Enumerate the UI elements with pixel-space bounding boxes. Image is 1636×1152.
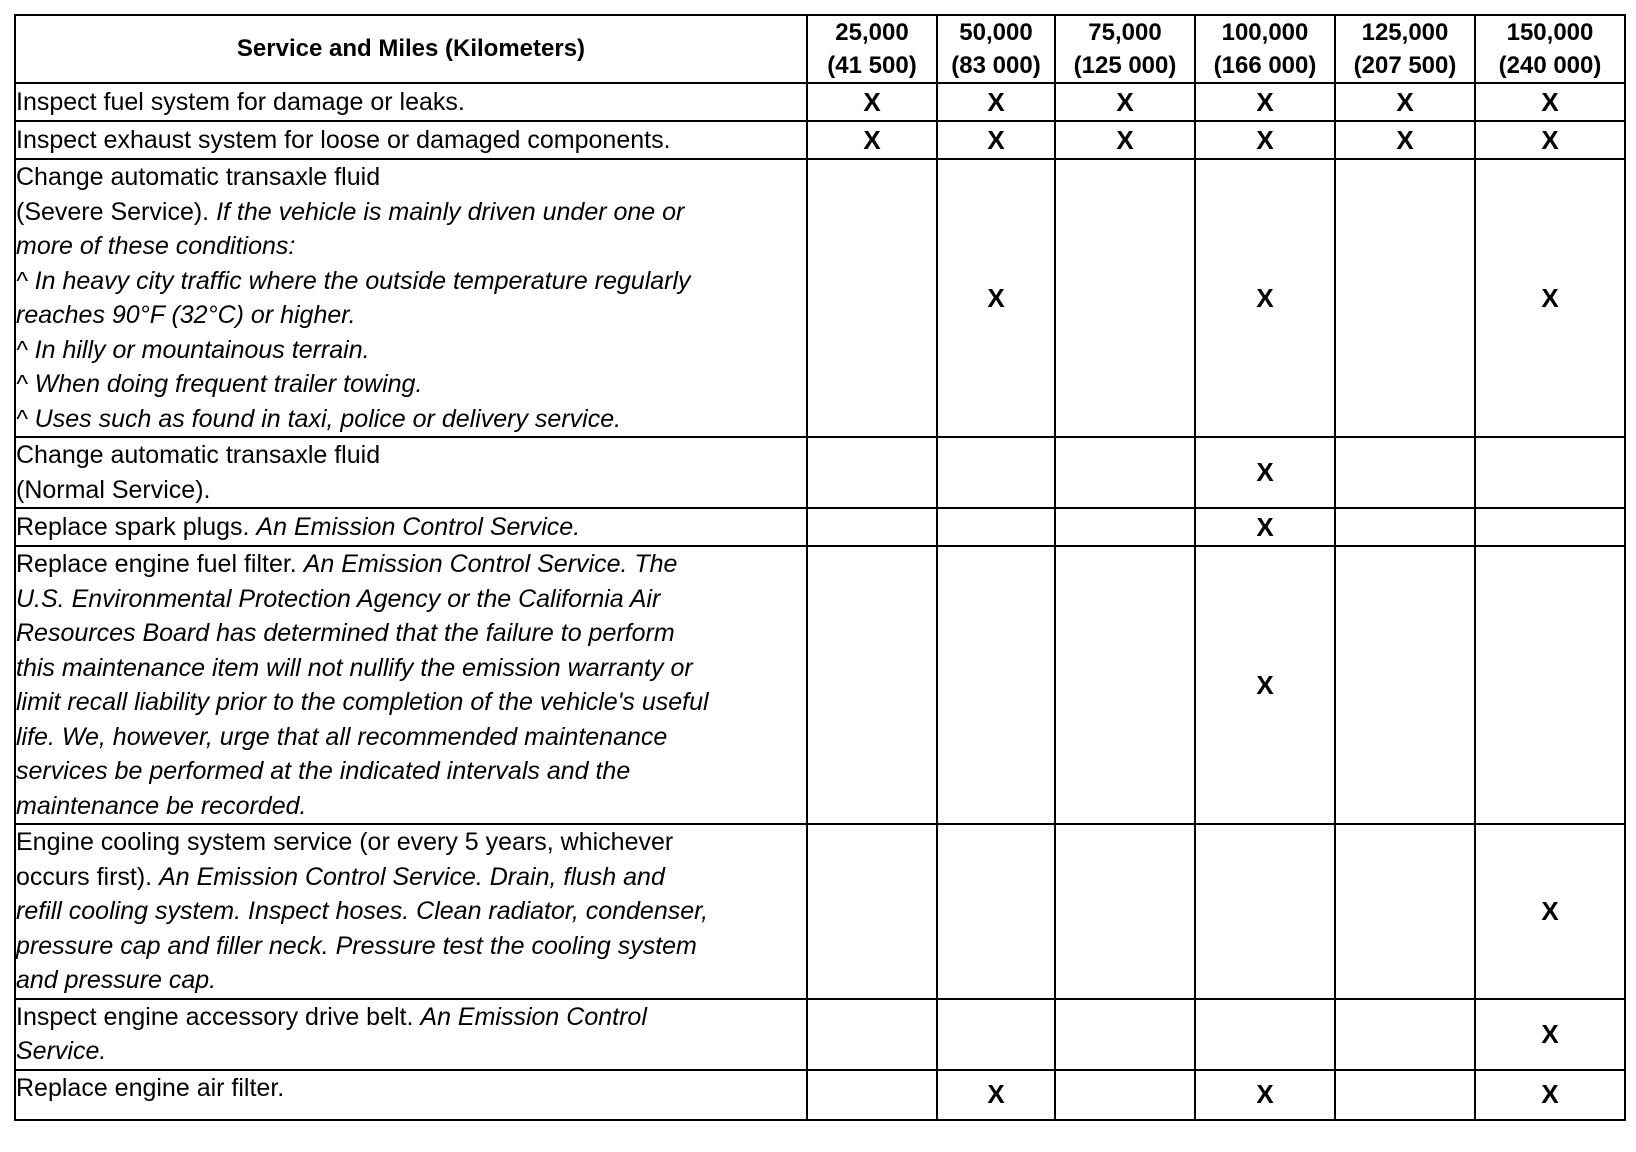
service-cell xyxy=(15,437,807,508)
interval-mark: X xyxy=(1195,83,1335,121)
interval-km: (240 000) xyxy=(1498,52,1602,79)
service-note: more of these conditions: xyxy=(16,232,296,260)
table-row xyxy=(15,83,1625,121)
interval-mark xyxy=(807,1070,937,1120)
interval-mark xyxy=(1055,437,1195,508)
service-cell xyxy=(15,999,807,1070)
interval-km: (41 500) xyxy=(827,52,917,79)
service-label: (Normal Service). xyxy=(16,475,211,504)
service-label: occurs first). xyxy=(16,862,153,891)
table-row xyxy=(15,508,1625,546)
service-note: life. We, however, urge that all recommended maintenance xyxy=(16,722,668,751)
interval-mark: X xyxy=(1195,546,1335,824)
service-cell xyxy=(15,824,807,999)
interval-mark xyxy=(937,508,1055,546)
service-note: Service. xyxy=(16,1037,107,1065)
service-note: maintenance be recorded. xyxy=(16,791,307,820)
service-note: refill cooling system. Inspect hoses. Clean radiator, condenser, xyxy=(16,897,709,925)
interval-mark xyxy=(807,508,937,546)
interval-km: (83 000) xyxy=(951,52,1041,79)
interval-header-75000 xyxy=(1055,15,1195,83)
interval-mark xyxy=(1055,159,1195,437)
service-label: Replace engine fuel filter. xyxy=(16,550,297,578)
interval-header-50000 xyxy=(937,15,1055,83)
interval-mark: X xyxy=(1475,121,1625,159)
interval-mark xyxy=(1335,508,1475,546)
interval-mark: X xyxy=(1335,121,1475,159)
interval-header-150000 xyxy=(1475,15,1625,83)
interval-mark: X xyxy=(1195,159,1335,437)
interval-mark: X xyxy=(807,121,937,159)
interval-km: (207 500) xyxy=(1353,52,1457,79)
interval-mark: X xyxy=(1055,83,1195,121)
interval-mark xyxy=(807,824,937,999)
interval-mark: X xyxy=(937,1070,1055,1120)
service-note: services be performed at the indicated intervals and the xyxy=(16,757,631,785)
interval-mark xyxy=(1335,159,1475,437)
table-row xyxy=(15,159,1625,437)
interval-mark xyxy=(1475,546,1625,824)
interval-mark xyxy=(807,159,937,437)
interval-mark xyxy=(807,546,937,824)
maintenance-schedule-table xyxy=(14,14,1626,1121)
header-row xyxy=(15,15,1625,83)
interval-mark: X xyxy=(1475,159,1625,437)
interval-mark: X xyxy=(807,83,937,121)
service-note: ^ Uses such as found in taxi, police or delivery service. xyxy=(16,404,622,433)
interval-mark xyxy=(1475,437,1625,508)
interval-mark: X xyxy=(937,159,1055,437)
interval-mark: X xyxy=(937,121,1055,159)
interval-mark xyxy=(1335,1070,1475,1120)
service-cell xyxy=(15,508,807,546)
service-label: Change automatic transaxle fluid xyxy=(16,163,381,191)
table-row xyxy=(15,437,1625,508)
service-label: Replace engine air filter. xyxy=(16,1073,285,1102)
interval-mark: X xyxy=(1475,83,1625,121)
interval-header-25000 xyxy=(807,15,937,83)
service-label: Engine cooling system service (or every 5 years, whichever xyxy=(16,828,674,856)
interval-mark xyxy=(937,546,1055,824)
interval-mark xyxy=(1335,546,1475,824)
service-cell xyxy=(15,159,807,437)
service-cell xyxy=(15,83,807,121)
service-note: limit recall liability prior to the completion of the vehicle's useful xyxy=(16,688,709,716)
service-note: pressure cap and filler neck. Pressure test the cooling system xyxy=(16,931,697,960)
service-note: U.S. Environmental Protection Agency or the California Air xyxy=(16,584,661,613)
service-note: ^ In heavy city traffic where the outside temperature regularly xyxy=(16,266,691,295)
table-row xyxy=(15,121,1625,159)
interval-mark xyxy=(1055,824,1195,999)
service-note: ^ In hilly or mountainous terrain. xyxy=(16,335,370,364)
service-note: If the vehicle is mainly driven under one or xyxy=(216,197,685,226)
service-cell xyxy=(15,1070,807,1120)
service-note: An Emission Control xyxy=(420,1002,647,1031)
service-note: An Emission Control Service. xyxy=(256,512,581,541)
interval-miles: 50,000 xyxy=(959,19,1033,46)
service-note: this maintenance item will not nullify the emission warranty or xyxy=(16,653,693,682)
service-cell xyxy=(15,121,807,159)
service-note: An Emission Control Service. The xyxy=(303,550,678,578)
interval-mark xyxy=(1055,508,1195,546)
interval-mark xyxy=(807,999,937,1070)
interval-miles: 150,000 xyxy=(1506,19,1594,46)
service-column-header: Service and Miles (Kilometers) xyxy=(15,15,807,83)
service-note: Resources Board has determined that the failure to perform xyxy=(16,619,675,647)
service-label: Inspect engine accessory drive belt. xyxy=(16,1002,414,1031)
service-note: ^ When doing frequent trailer towing. xyxy=(16,370,423,398)
table-row xyxy=(15,1070,1625,1120)
interval-miles: 75,000 xyxy=(1088,19,1162,46)
table-row xyxy=(15,546,1625,824)
interval-miles: 125,000 xyxy=(1361,19,1449,46)
interval-mark: X xyxy=(1195,1070,1335,1120)
interval-mark xyxy=(1055,999,1195,1070)
interval-mark xyxy=(1335,824,1475,999)
interval-km: (125 000) xyxy=(1073,52,1177,79)
interval-header-100000 xyxy=(1195,15,1335,83)
service-label: Replace spark plugs. xyxy=(16,512,250,541)
interval-mark xyxy=(1335,437,1475,508)
interval-mark xyxy=(1055,1070,1195,1120)
service-label: Inspect exhaust system for loose or damaged components. xyxy=(16,125,671,154)
table-row xyxy=(15,824,1625,999)
interval-mark xyxy=(1195,999,1335,1070)
service-note: and pressure cap. xyxy=(16,966,217,994)
interval-mark xyxy=(937,824,1055,999)
interval-mark: X xyxy=(1195,121,1335,159)
interval-mark xyxy=(1475,508,1625,546)
service-cell xyxy=(15,546,807,824)
service-label: Change automatic transaxle fluid xyxy=(16,441,381,469)
service-label: (Severe Service). xyxy=(16,197,210,226)
interval-mark: X xyxy=(1475,1070,1625,1120)
interval-miles: 25,000 xyxy=(835,19,909,46)
interval-miles: 100,000 xyxy=(1221,19,1309,46)
interval-mark: X xyxy=(1195,508,1335,546)
table-row xyxy=(15,999,1625,1070)
interval-mark xyxy=(1055,546,1195,824)
interval-mark xyxy=(1335,999,1475,1070)
interval-header-125000 xyxy=(1335,15,1475,83)
interval-km: (166 000) xyxy=(1213,52,1317,79)
interval-mark: X xyxy=(1335,83,1475,121)
interval-mark xyxy=(1195,824,1335,999)
interval-mark xyxy=(807,437,937,508)
interval-mark: X xyxy=(1195,437,1335,508)
service-note: An Emission Control Service. Drain, flush and xyxy=(159,862,665,891)
service-note: reaches 90°F (32°C) or higher. xyxy=(16,301,356,329)
interval-mark xyxy=(937,437,1055,508)
interval-mark: X xyxy=(1055,121,1195,159)
interval-mark: X xyxy=(1475,824,1625,999)
service-label: Inspect fuel system for damage or leaks. xyxy=(16,87,465,116)
interval-mark: X xyxy=(937,83,1055,121)
interval-mark xyxy=(937,999,1055,1070)
interval-mark: X xyxy=(1475,999,1625,1070)
